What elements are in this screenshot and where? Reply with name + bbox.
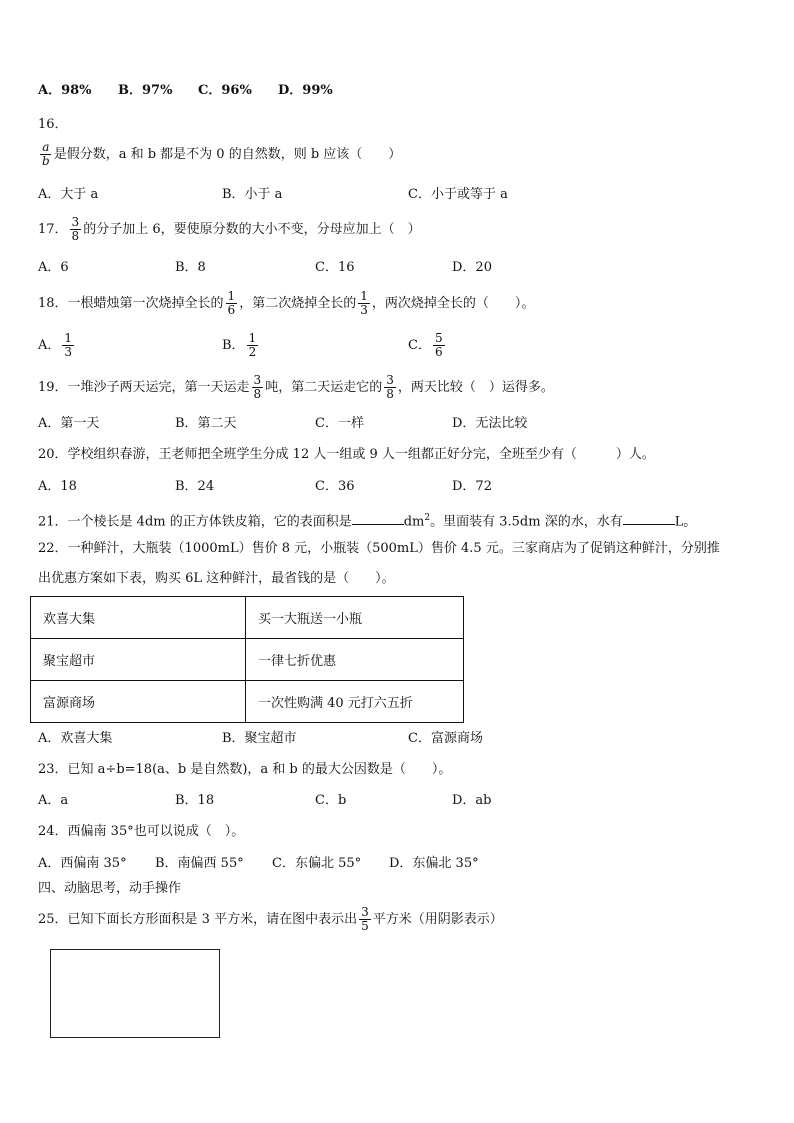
q18-option-b: B． $\frac{1}{2}$ xyxy=(222,331,257,359)
q25-stem: 25．已知下面长方形面积是 3 平方米，请在图中表示出 $\frac{3}{5}$ 平方米（用阴影表示） xyxy=(38,905,503,933)
q18-option-c: C． $\frac{5}{6}$ xyxy=(408,331,443,359)
q20-option-a: A．18 xyxy=(38,479,77,494)
table-row xyxy=(31,681,464,723)
q23-option-b: B．18 xyxy=(175,793,215,808)
section-heading: 四、动脑思考，动手操作 xyxy=(38,881,182,896)
q20-stem: 20．学校组织春游，王老师把全班学生分成 12 人一组或 9 人一组都正好分完，全班至少有（ ）人。 xyxy=(38,447,655,462)
store-name: 富源商场 xyxy=(31,681,246,723)
promo-offer: 一次性购满 40 元打六五折 xyxy=(246,681,464,723)
q15-option-a: A．98% xyxy=(38,83,92,98)
q24-option-a: A．西偏南 35° xyxy=(38,856,127,871)
q17-stem: 17． $\frac{3}{8}$ 的分子加上 6，要使原分数的大小不变，分母应加上（ ） xyxy=(38,215,421,243)
q19-option-b: B．第二天 xyxy=(175,416,237,431)
q23-option-d: D．ab xyxy=(452,793,492,808)
q23-option-a: A．a xyxy=(38,793,69,808)
q15-option-d: D．99% xyxy=(278,83,333,98)
q18-fraction-1: $\frac{1}{6}$ xyxy=(227,289,236,317)
q22-promo-table xyxy=(30,596,464,723)
q17-option-b: B．8 xyxy=(175,260,206,275)
q24-option-b: B．南偏西 55° xyxy=(155,856,244,871)
table-row xyxy=(31,597,464,639)
q18-option-a: A． $\frac{1}{3}$ xyxy=(38,331,73,359)
q24-option-c: C．东偏北 55° xyxy=(272,856,362,871)
q18-stem: 18．一根蜡烛第一次烧掉全长的 $\frac{1}{6}$ ，第二次烧掉全长的 $\frac{1}{3}$ ，两次烧掉全长的（ ）。 xyxy=(38,289,535,317)
q17-fraction: $\frac{3}{8}$ xyxy=(71,215,80,243)
q25-fraction: $\frac{3}{5}$ xyxy=(361,905,369,933)
q17-option-c: C．16 xyxy=(315,260,355,275)
q19-fraction-2: $\frac{3}{8}$ xyxy=(386,373,394,401)
q19-option-d: D．无法比较 xyxy=(452,416,528,431)
q19-stem: 19．一堆沙子两天运完，第一天运走 $\frac{3}{8}$ 吨，第二天运走它的 $\frac{3}{8}$ ，两天比较（ ）运得多。 xyxy=(38,373,554,401)
q22-option-b: B．聚宝超市 xyxy=(222,731,297,746)
store-name: 聚宝超市 xyxy=(31,639,246,681)
store-name: 欢喜大集 xyxy=(31,597,246,639)
q20-option-c: C．36 xyxy=(315,479,355,494)
promo-offer: 买一大瓶送一小瓶 xyxy=(246,597,464,639)
q18-fraction-2: $\frac{1}{3}$ xyxy=(360,289,368,317)
q16-number: 16． xyxy=(38,117,68,132)
q24-option-d: D．东偏北 35° xyxy=(389,856,479,871)
q22-stem-line-1: 22．一种鲜汁，大瓶装（1000mL）售价 8 元，小瓶装（500mL）售价 4.5 元。三家商店为了促销这种鲜汁，分别推 xyxy=(38,541,720,556)
q19-option-c: C．一样 xyxy=(315,416,364,431)
q15-option-c: C．96% xyxy=(198,83,252,98)
q21-blank-volume[interactable] xyxy=(623,512,675,525)
q19-fraction-1: $\frac{3}{8}$ xyxy=(253,373,262,401)
q22-stem-line-2: 出优惠方案如下表，购买 6L 这种鲜汁，最省钱的是（ ）。 xyxy=(38,571,395,586)
q17-option-d: D．20 xyxy=(452,260,492,275)
q16-option-c: C．小于或等于 a xyxy=(408,187,508,202)
q22-option-a: A．欢喜大集 xyxy=(38,731,113,746)
q17-option-a: A．6 xyxy=(38,260,69,275)
promo-offer: 一律七折优惠 xyxy=(246,639,464,681)
q21-stem: 21．一个棱长是 4dm 的正方体铁皮箱，它的表面积是 $dm^2$。里面装有 3.5dm 深的水，水有 L。 xyxy=(38,513,697,530)
q16-option-a: A．大于 a xyxy=(38,187,99,202)
q21-blank-area[interactable] xyxy=(352,512,404,525)
q16-fraction: $\frac{a}{b}$ xyxy=(42,140,50,168)
q24-stem: 24．西偏南 35°也可以说成（ ）。 xyxy=(38,824,245,839)
q19-option-a: A．第一天 xyxy=(38,416,100,431)
q15-option-b: B．97% xyxy=(118,83,173,98)
q23-stem: 23．已知 a÷b=18(a、b 是自然数)，a 和 b 的最大公因数是（ ）。 xyxy=(38,762,452,777)
q16-option-b: B．小于 a xyxy=(222,187,283,202)
q25-rectangle-drawing-area[interactable] xyxy=(50,949,220,1038)
q22-option-c: C．富源商场 xyxy=(408,731,483,746)
q23-option-c: C．b xyxy=(315,793,347,808)
q20-option-d: D．72 xyxy=(452,479,492,494)
q20-option-b: B．24 xyxy=(175,479,215,494)
table-row xyxy=(31,639,464,681)
q16-stem: $\frac{a}{b}$ 是假分数，a 和 b 都是不为 0 的自然数，则 b 应该（ ） xyxy=(42,140,402,168)
